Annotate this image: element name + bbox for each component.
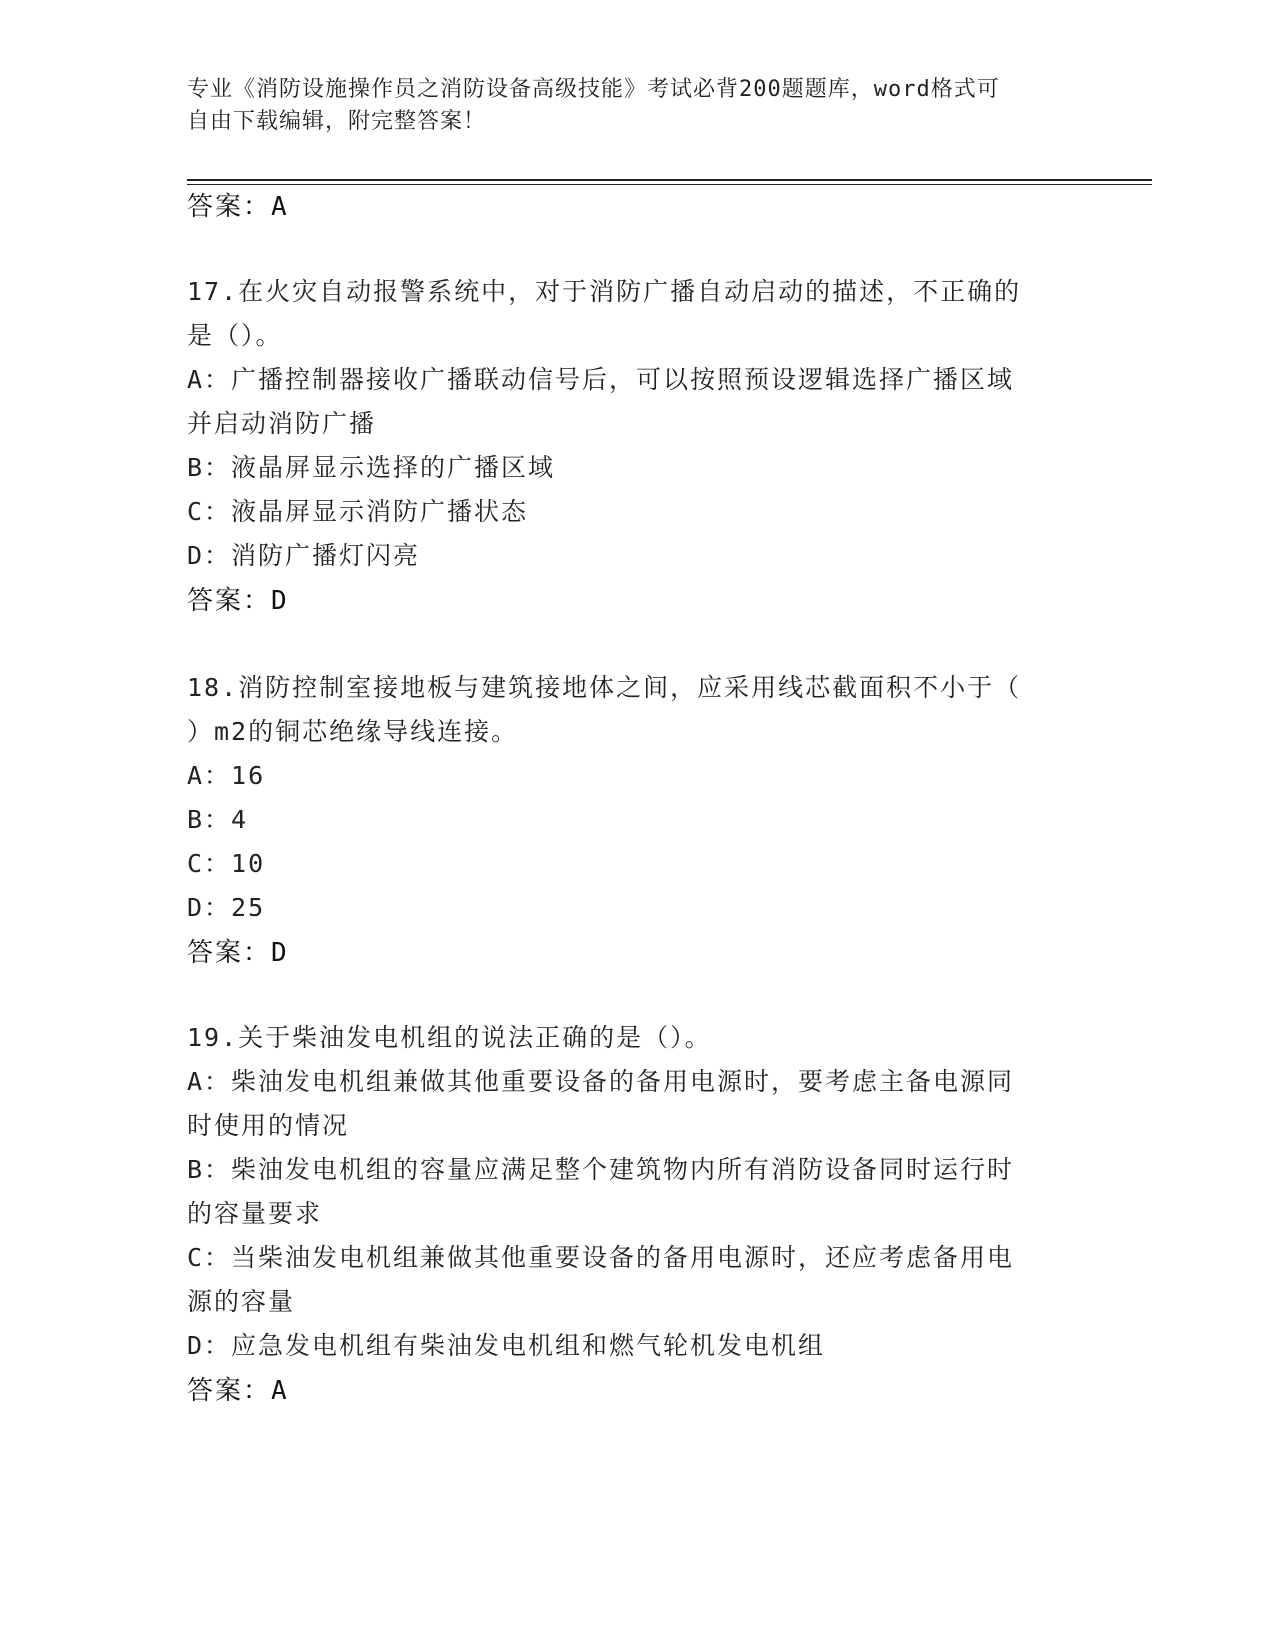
q19-answer: 答案：A	[187, 1376, 289, 1406]
q18-option-b: B：4	[187, 805, 249, 834]
q17-option-c: C：液晶屏显示消防广播状态	[187, 497, 529, 526]
q19-option-c-line-1: C：当柴油发电机组兼做其他重要设备的备用电源时，还应考虑备用电	[187, 1243, 1015, 1272]
q17-option-a-line-2: 并启动消防广播	[187, 409, 377, 438]
page-header	[187, 74, 1067, 138]
q18-answer: 答案：D	[187, 938, 289, 968]
header-line-1: 专业《消防设施操作员之消防设备高级技能》考试必背200题题库，word格式可	[187, 77, 1000, 102]
q17-option-a-line-1: A：广播控制器接收广播联动信号后，可以按照预设逻辑选择广播区域	[187, 365, 1015, 394]
q19-option-a-line-2: 时使用的情况	[187, 1111, 350, 1140]
q19-option-d: D：应急发电机组有柴油发电机组和燃气轮机发电机组	[187, 1331, 826, 1360]
q18-stem-line-1: 18.消防控制室接地板与建筑接地体之间，应采用线芯截面积不小于（	[187, 673, 1022, 702]
q18-option-d: D：25	[187, 893, 266, 922]
header-divider-thick	[187, 179, 1152, 181]
q19-option-b-line-1: B：柴油发电机组的容量应满足整个建筑物内所有消防设备同时运行时	[187, 1155, 1015, 1184]
q19-option-a-line-1: A：柴油发电机组兼做其他重要设备的备用电源时，要考虑主备电源同	[187, 1067, 1015, 1096]
q17-option-d: D：消防广播灯闪亮	[187, 541, 421, 570]
header-line-2: 自由下载编辑，附完整答案！	[187, 109, 487, 134]
q18-option-c: C：10	[187, 849, 266, 878]
header-divider-thin	[187, 184, 1152, 185]
q18-stem-line-2: ）m2的铜芯绝缘导线连接。	[187, 717, 519, 746]
q17-answer: 答案：D	[187, 586, 289, 616]
q17-stem-line-1: 17.在火灾自动报警系统中，对于消防广播自动启动的描述，不正确的	[187, 277, 1022, 306]
q17-option-b: B：液晶屏显示选择的广播区域	[187, 453, 556, 482]
q17-stem-line-2: 是（）。	[187, 321, 283, 350]
q19-stem: 19.关于柴油发电机组的说法正确的是（）。	[187, 1023, 712, 1052]
previous-answer: 答案：A	[187, 192, 289, 222]
q18-option-a: A：16	[187, 761, 266, 790]
q19-option-c-line-2: 源的容量	[187, 1287, 296, 1316]
q19-option-b-line-2: 的容量要求	[187, 1199, 323, 1228]
